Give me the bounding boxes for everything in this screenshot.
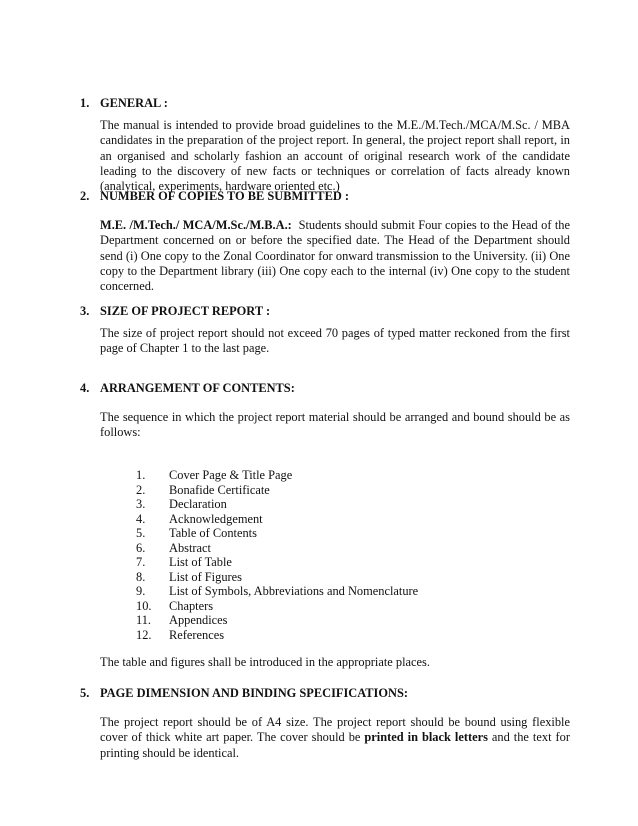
item-number: 4. [136, 511, 146, 526]
section-number: 3. [80, 304, 90, 318]
section-paragraph [100, 715, 570, 761]
section-after-list [80, 655, 570, 670]
item-number: 2. [136, 482, 146, 497]
item-text: Acknowledgement [169, 511, 263, 526]
item-number: 1. [136, 468, 146, 482]
section-heading [80, 96, 570, 111]
contents-list [136, 468, 556, 642]
list-item [136, 512, 556, 527]
item-text: Table of Contents [169, 526, 257, 540]
section-title: PAGE DIMENSION AND BINDING SPECIFICATIONS: [100, 686, 408, 700]
section-size [80, 304, 570, 357]
item-text: Appendices [169, 613, 228, 627]
section-paragraph: The sequence in which the project report material should be arranged and bound should be as follows: [100, 410, 570, 440]
item-text: List of Table [169, 555, 232, 569]
section-number: 4. [80, 381, 90, 395]
section-title: ARRANGEMENT OF CONTENTS: [100, 381, 295, 395]
item-number: 3. [136, 497, 146, 511]
degree-list: M.E. /M.Tech./ MCA/M.Sc./M.B.A.: [100, 218, 292, 233]
section-general [80, 96, 570, 194]
emphasis-text: printed in black letters [364, 730, 488, 745]
item-number: 12. [136, 627, 152, 642]
section-heading [80, 381, 570, 396]
item-number: 8. [136, 569, 146, 584]
section-number: 5. [80, 686, 90, 700]
item-number: 9. [136, 584, 146, 598]
list-item [136, 483, 556, 498]
item-number: 7. [136, 555, 146, 569]
section-arrangement [80, 381, 570, 441]
section-heading [80, 304, 570, 319]
item-text: Declaration [169, 497, 227, 511]
section-heading [80, 189, 570, 204]
item-text: Abstract [169, 540, 211, 555]
section-paragraph: The table and figures shall be introduced in the appropriate places. [100, 655, 430, 669]
list-item [136, 584, 556, 599]
item-text: Bonafide Certificate [169, 482, 270, 497]
item-number: 6. [136, 540, 146, 555]
section-title: GENERAL : [100, 96, 168, 110]
list-item [136, 497, 556, 512]
list-item [136, 526, 556, 541]
paragraph-text: Students should submit Four copies to the Head of the Department concerned on or before the specified date. The Head of the Department should send (i) One copy to the Zonal Coordinator for onward transmission to the University. (ii) One copy to the Department library (iii) One copy each to the internal (iv) One copy to the student concerned. [100, 218, 570, 294]
section-copies [80, 189, 570, 294]
item-number: 5. [136, 526, 146, 540]
section-page-dimension [80, 686, 570, 761]
item-number: 11. [136, 613, 152, 627]
list-item [136, 613, 556, 628]
item-text: References [169, 627, 225, 642]
item-text: Chapters [169, 598, 214, 613]
list-item [136, 599, 556, 614]
item-text: List of Figures [169, 569, 242, 584]
list-item [136, 570, 556, 585]
section-number: 2. [80, 189, 90, 203]
list-item [136, 468, 556, 483]
item-text: Cover Page & Title Page [169, 468, 293, 482]
item-number: 10. [136, 598, 152, 613]
list-item [136, 628, 556, 643]
paragraph-text: The project report should be of A4 size. The project report should be bound using flexible cover of thick white art paper. The cover should be [100, 715, 570, 745]
section-paragraph: The size of project report should not exceed 70 pages of typed matter reckoned from the first page of Chapter 1 to the last page. [100, 326, 570, 356]
section-paragraph: The manual is intended to provide broad guidelines to the M.E./M.Tech./MCA/M.Sc. / MBA candidates in the preparation of the project report. In general, the project report shall report, in an organised and scholarly fashion an account of original research work of the candidate leading to the discovery of new facts or techniques or correlation of facts already known (analytical, experiments, hardware oriented etc.) [100, 118, 570, 194]
paragraph-text: and the text for printing should be identical. [100, 730, 570, 760]
item-text: List of Symbols, Abbreviations and Nomenclature [169, 584, 419, 598]
list-item [136, 555, 556, 570]
section-number: 1. [80, 96, 90, 110]
section-heading [80, 686, 570, 701]
section-title: SIZE OF PROJECT REPORT : [100, 304, 271, 318]
section-paragraph [100, 218, 570, 294]
section-title: NUMBER OF COPIES TO BE SUBMITTED : [100, 189, 350, 203]
list-item [136, 541, 556, 556]
